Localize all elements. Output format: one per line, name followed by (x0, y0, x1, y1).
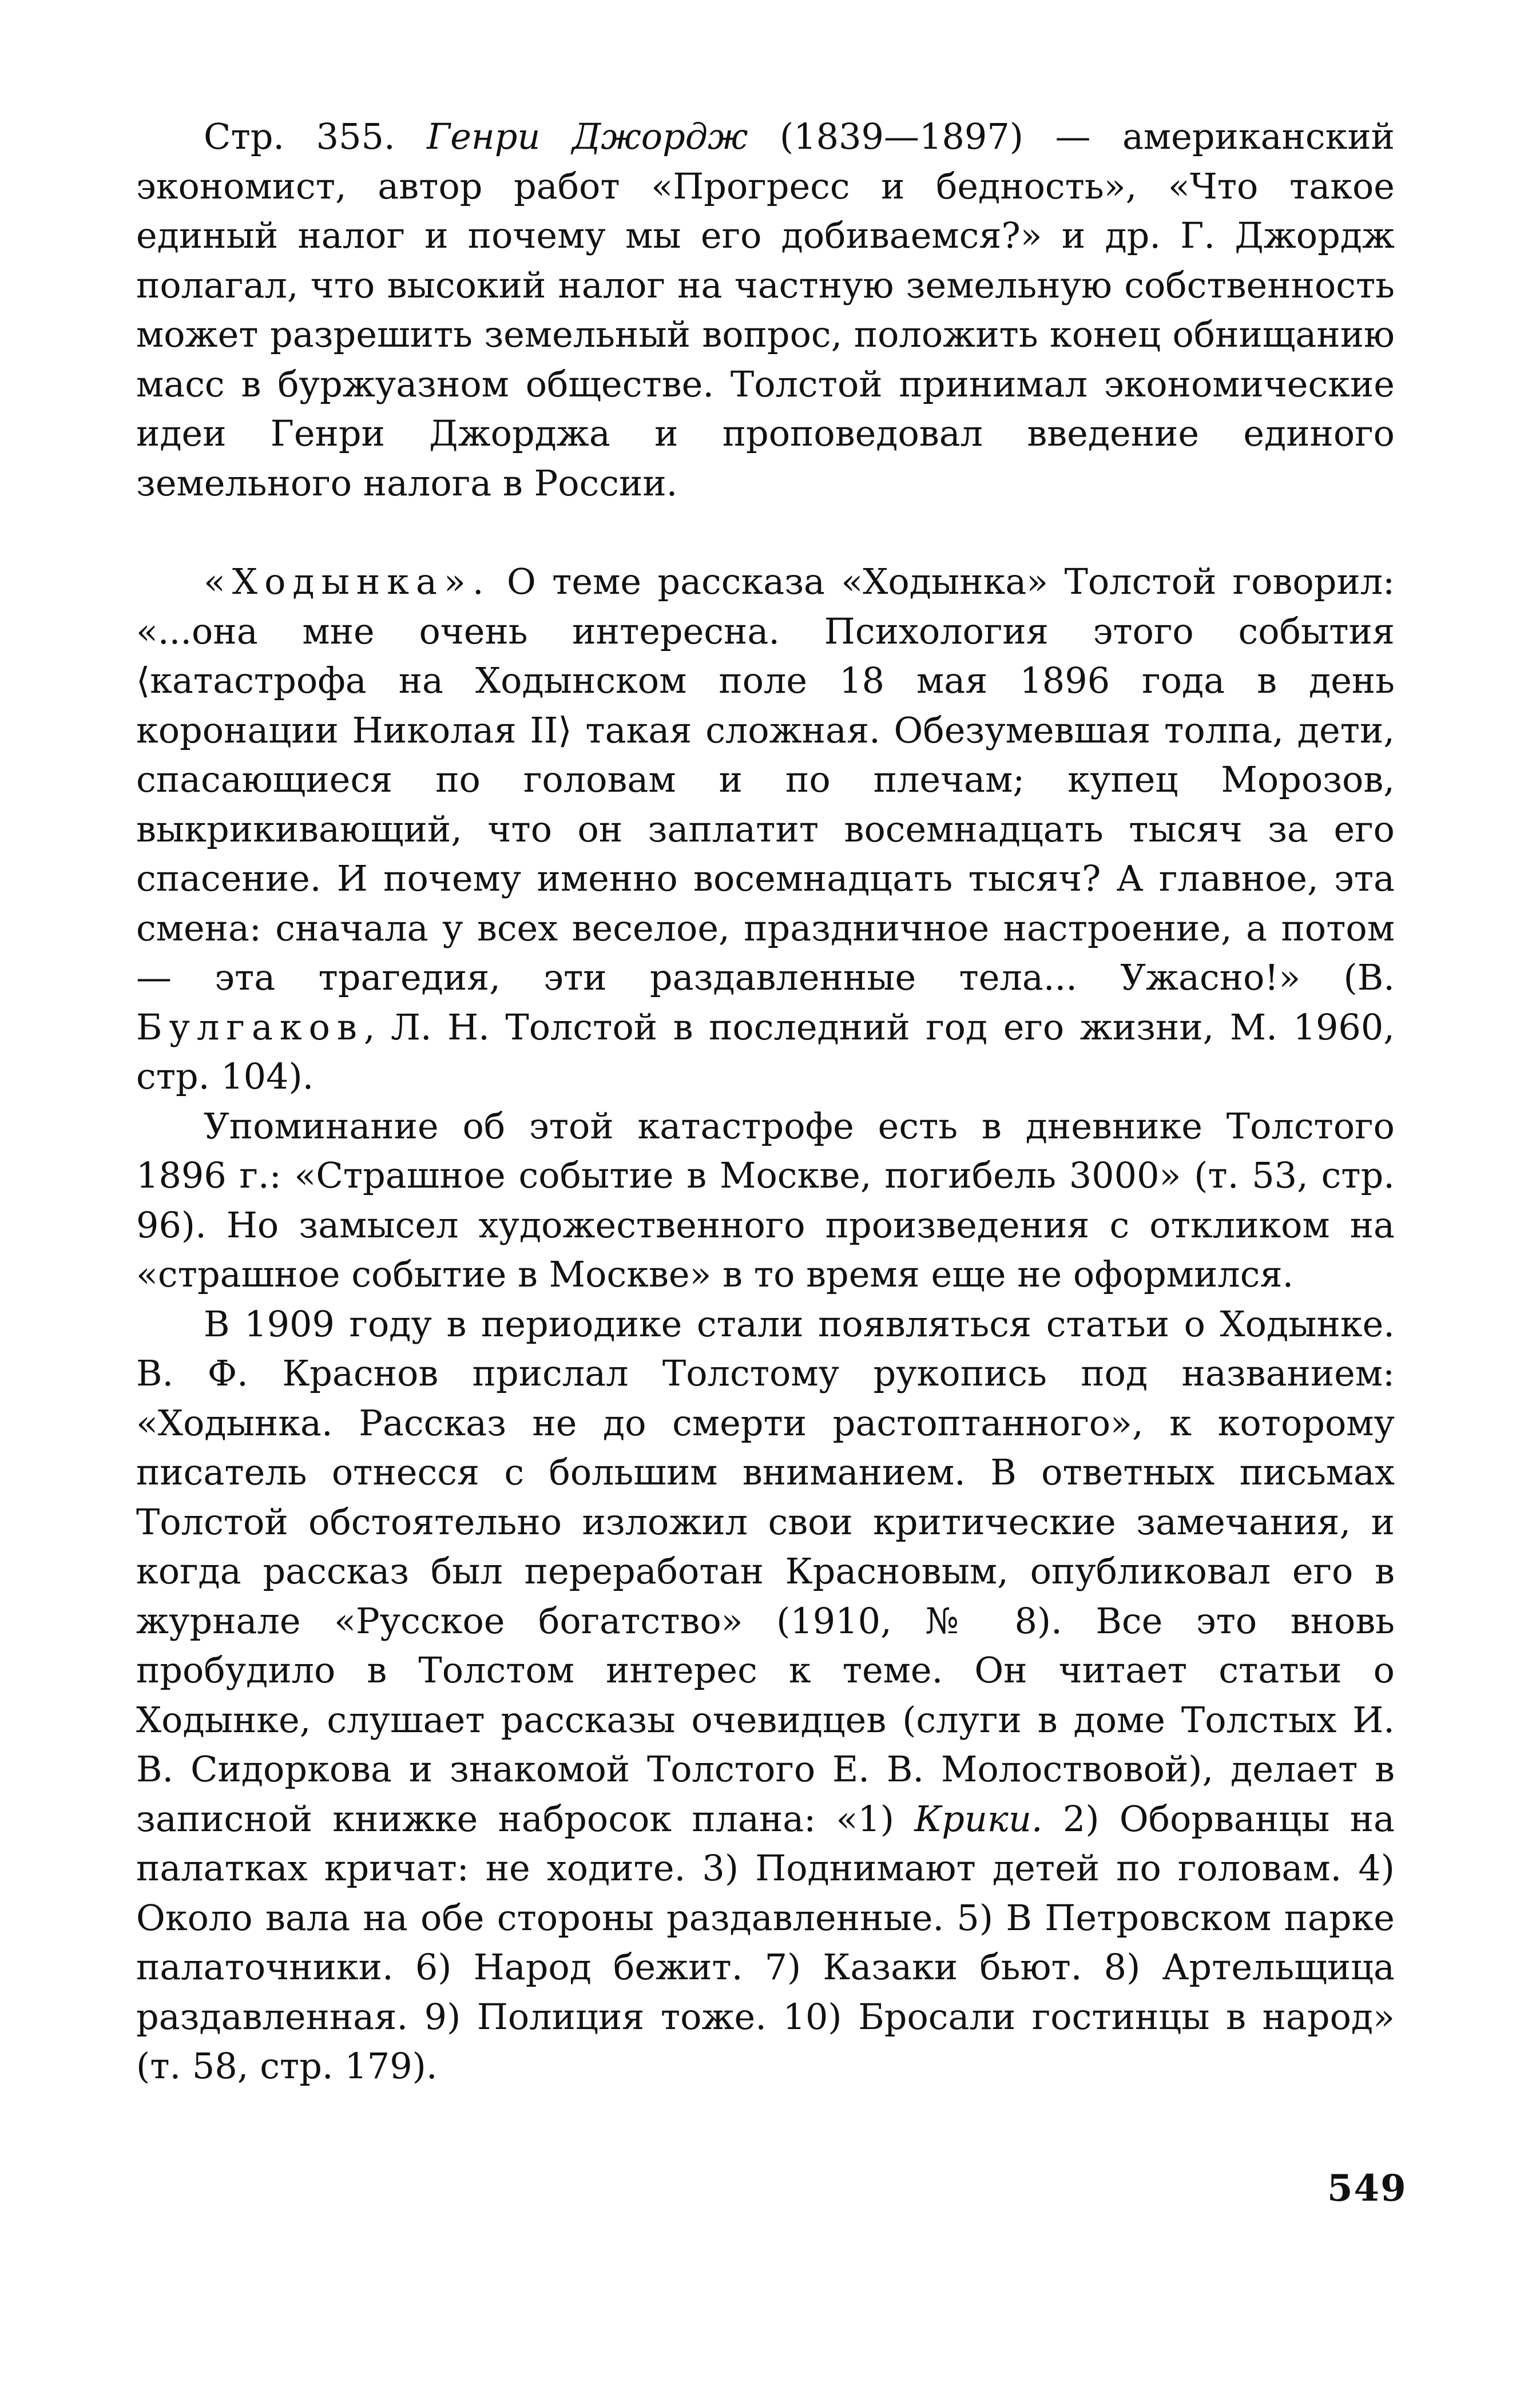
paragraph-khodynka (136, 557, 1395, 1102)
paragraph-1909-articles (136, 1300, 1395, 2091)
paragraph-diary-mention (136, 1102, 1395, 1300)
person-name-henry-george: Генри Джордж (427, 116, 748, 157)
paragraph-henry-george (136, 112, 1395, 508)
paragraph-body: Упоминание об этой катастрофе есть в дневнике Толстого 1896 г.: «Страшное событие в Москве, погибель 3000» (т. 53, стр. 96). Но замысел художественного произведения с откликом на «страшное событие в Москве» в то время еще не оформился. (136, 1105, 1395, 1295)
page-reference: Стр. 355. (204, 116, 427, 157)
paragraph-tail: 2) Оборванцы на палатках кричат: не ходите. 3) Поднимают детей по головам. 4) Около вала на обе стороны раздавленные. 5) В Петровском парке палаточники. 6) Народ бежит. 7) Казаки бьют. 8) Артельщица раздавленная. 9) Полиция тоже. 10) Бросали гостинцы в народ» (т. 58, стр. 179). (136, 1797, 1395, 2087)
paragraph-body: В 1909 году в периодике стали появляться статьи о Ходынке. В. Ф. Краснов прислал Толстому рукопись под названием: «Ходынка. Рассказ не до смерти растоптанного», к которому писатель отнесся с большим вниманием. В ответных письмах Толстой обстоятельно изложил свои критические замечания, и когда рассказ был переработан Красновым, опубликовал его в журнале «Русское богатство» (1910, № 8). Все это вновь пробудило в Толстом интерес к теме. Он читает статьи о Ходынке, слушает рассказы очевидцев (слуги в доме Толстых И. В. Сидоркова и знакомой Толстого Е. В. Молоствовой), делает в записной книжке набросок плана: «1) (136, 1303, 1395, 1840)
page-number: 549 (1327, 2167, 1407, 2210)
italic-krik: Крики. (914, 1797, 1043, 1840)
author-bulgakov: Булгаков (136, 1006, 364, 1048)
paragraph-body: О теме рассказа «Ходынка» Толстой говорил: «...она мне очень интересна. Психология этого события ⟨катастрофа на Ходынском поле 18 мая 1896 года в день коронации Николая II⟩ такая сложная. Обезумевшая толпа, дети, спасающиеся по головам и по плечам; купец Морозов, выкрикивающий, что он заплатит восемнадцать тысяч за его спасение. И почему именно восемнадцать тысяч? А главное, эта смена: сначала у всех веселое, праздничное настроение, а потом — эта трагедия, эти раздавленные тела... Ужасно!» (В. (136, 561, 1395, 998)
paragraph-body: (1839—1897) — американский экономист, автор работ «Прогресс и бедность», «Что такое единый налог и почему мы его добиваемся?» и др. Г. Джордж полагал, что высокий налог на частную земельную собственность может разрешить земельный вопрос, положить конец обнищанию масс в буржуазном обществе. Толстой принимал экономические идеи Генри Джорджа и проповедовал введение единого земельного налога в России. (136, 116, 1395, 504)
paragraph-tail: , Л. Н. Толстой в последний год его жизни, М. 1960, стр. 104). (136, 1006, 1395, 1097)
section-title-khodynka: «Ходынка». (204, 561, 491, 602)
commentary-text (136, 112, 1395, 2091)
